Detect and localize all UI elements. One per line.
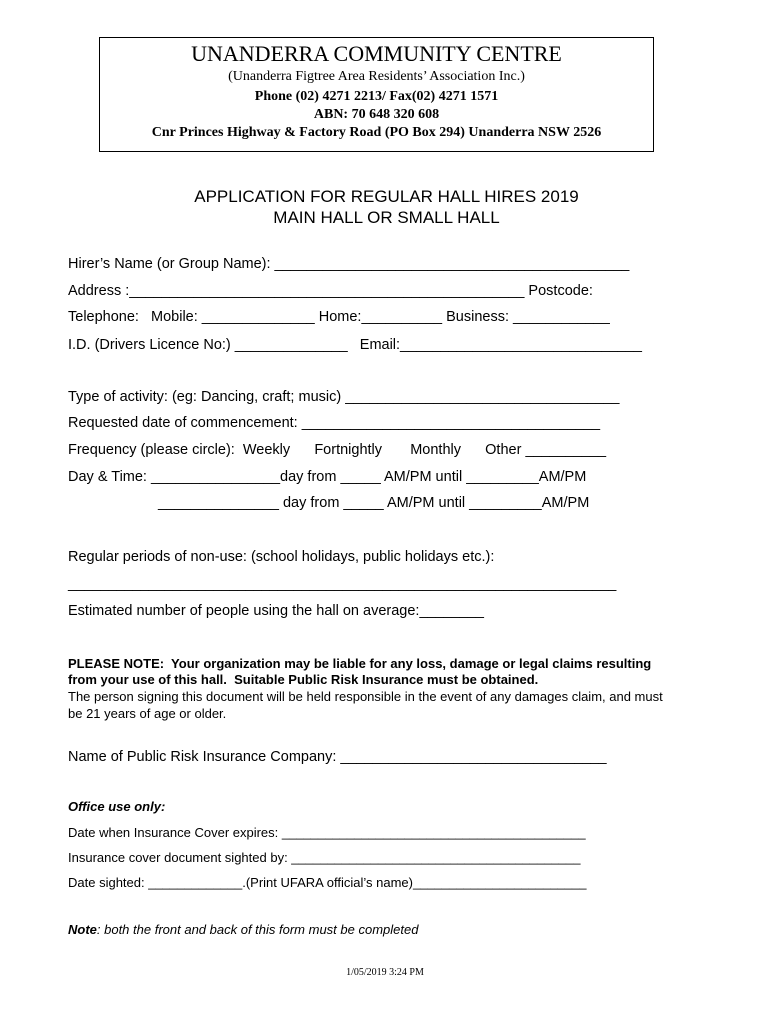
frequency-field: Frequency (please circle): Weekly Fortnightly Monthly Other __________ <box>68 442 607 458</box>
abn: ABN: 70 648 320 608 <box>313 107 440 122</box>
non-use-line: ____________________________________________________________________ <box>68 576 617 592</box>
footer-note-label: Note <box>68 922 97 937</box>
footer-note <box>68 922 418 937</box>
form-title-line1: APPLICATION FOR REGULAR HALL HIRES 2019 <box>194 187 579 206</box>
office-use-heading: Office use only: <box>68 799 166 814</box>
centre-address: Cnr Princes Highway & Factory Road (PO Box 294) Unanderra NSW 2526 <box>151 125 602 140</box>
insurance-sighted-field: Insurance cover document sighted by: ________________________________________ <box>68 850 581 865</box>
phone-fax: Phone (02) 4271 2213/ Fax(02) 4271 1571 <box>254 89 499 104</box>
notice-bold-line2: from your use of this hall. Suitable Public Risk Insurance must be obtained. <box>68 672 539 687</box>
address-field: Address :_________________________________________________ Postcode: <box>68 283 593 299</box>
notice-line4: be 21 years of age or older. <box>68 706 227 721</box>
date-sighted-field: Date sighted: _____________.(Print UFARA official’s name)________________________ <box>68 875 587 890</box>
print-date-stamp: 1/05/2019 3:24 PM <box>346 967 424 978</box>
day-time-field-2: _______________ day from _____ AM/PM until _________AM/PM <box>158 495 590 511</box>
activity-field: Type of activity: (eg: Dancing, craft; music) __________________________________ <box>68 389 620 405</box>
notice-line3: The person signing this document will be held responsible in the event of any damages claim, and must <box>68 689 663 704</box>
non-use-label: Regular periods of non-use: (school holidays, public holidays etc.): <box>68 549 495 565</box>
association-name: (Unanderra Figtree Area Residents’ Association Inc.) <box>228 69 525 84</box>
insurance-expiry-field: Date when Insurance Cover expires: __________________________________________ <box>68 825 586 840</box>
commencement-field: Requested date of commencement: _____________________________________ <box>68 415 601 431</box>
people-field: Estimated number of people using the hall on average:________ <box>68 603 484 619</box>
day-time-field-1: Day & Time: ________________day from _____ AM/PM until _________AM/PM <box>68 469 587 485</box>
form-title-line2: MAIN HALL OR SMALL HALL <box>273 208 500 227</box>
telephone-field: Telephone: Mobile: ______________ Home:__________ Business: ____________ <box>68 309 610 325</box>
notice-bold-line1: PLEASE NOTE: Your organization may be liable for any loss, damage or legal claims resulting <box>68 656 652 671</box>
footer-note-text: : both the front and back of this form must be completed <box>96 922 419 937</box>
centre-title: UNANDERRA COMMUNITY CENTRE <box>191 41 562 66</box>
id-email-field: I.D. (Drivers Licence No:) ______________ Email:______________________________ <box>68 337 642 353</box>
insurance-company-field: Name of Public Risk Insurance Company: _________________________________ <box>68 749 607 765</box>
hirer-name-field: Hirer’s Name (or Group Name): ____________________________________________ <box>68 256 630 272</box>
